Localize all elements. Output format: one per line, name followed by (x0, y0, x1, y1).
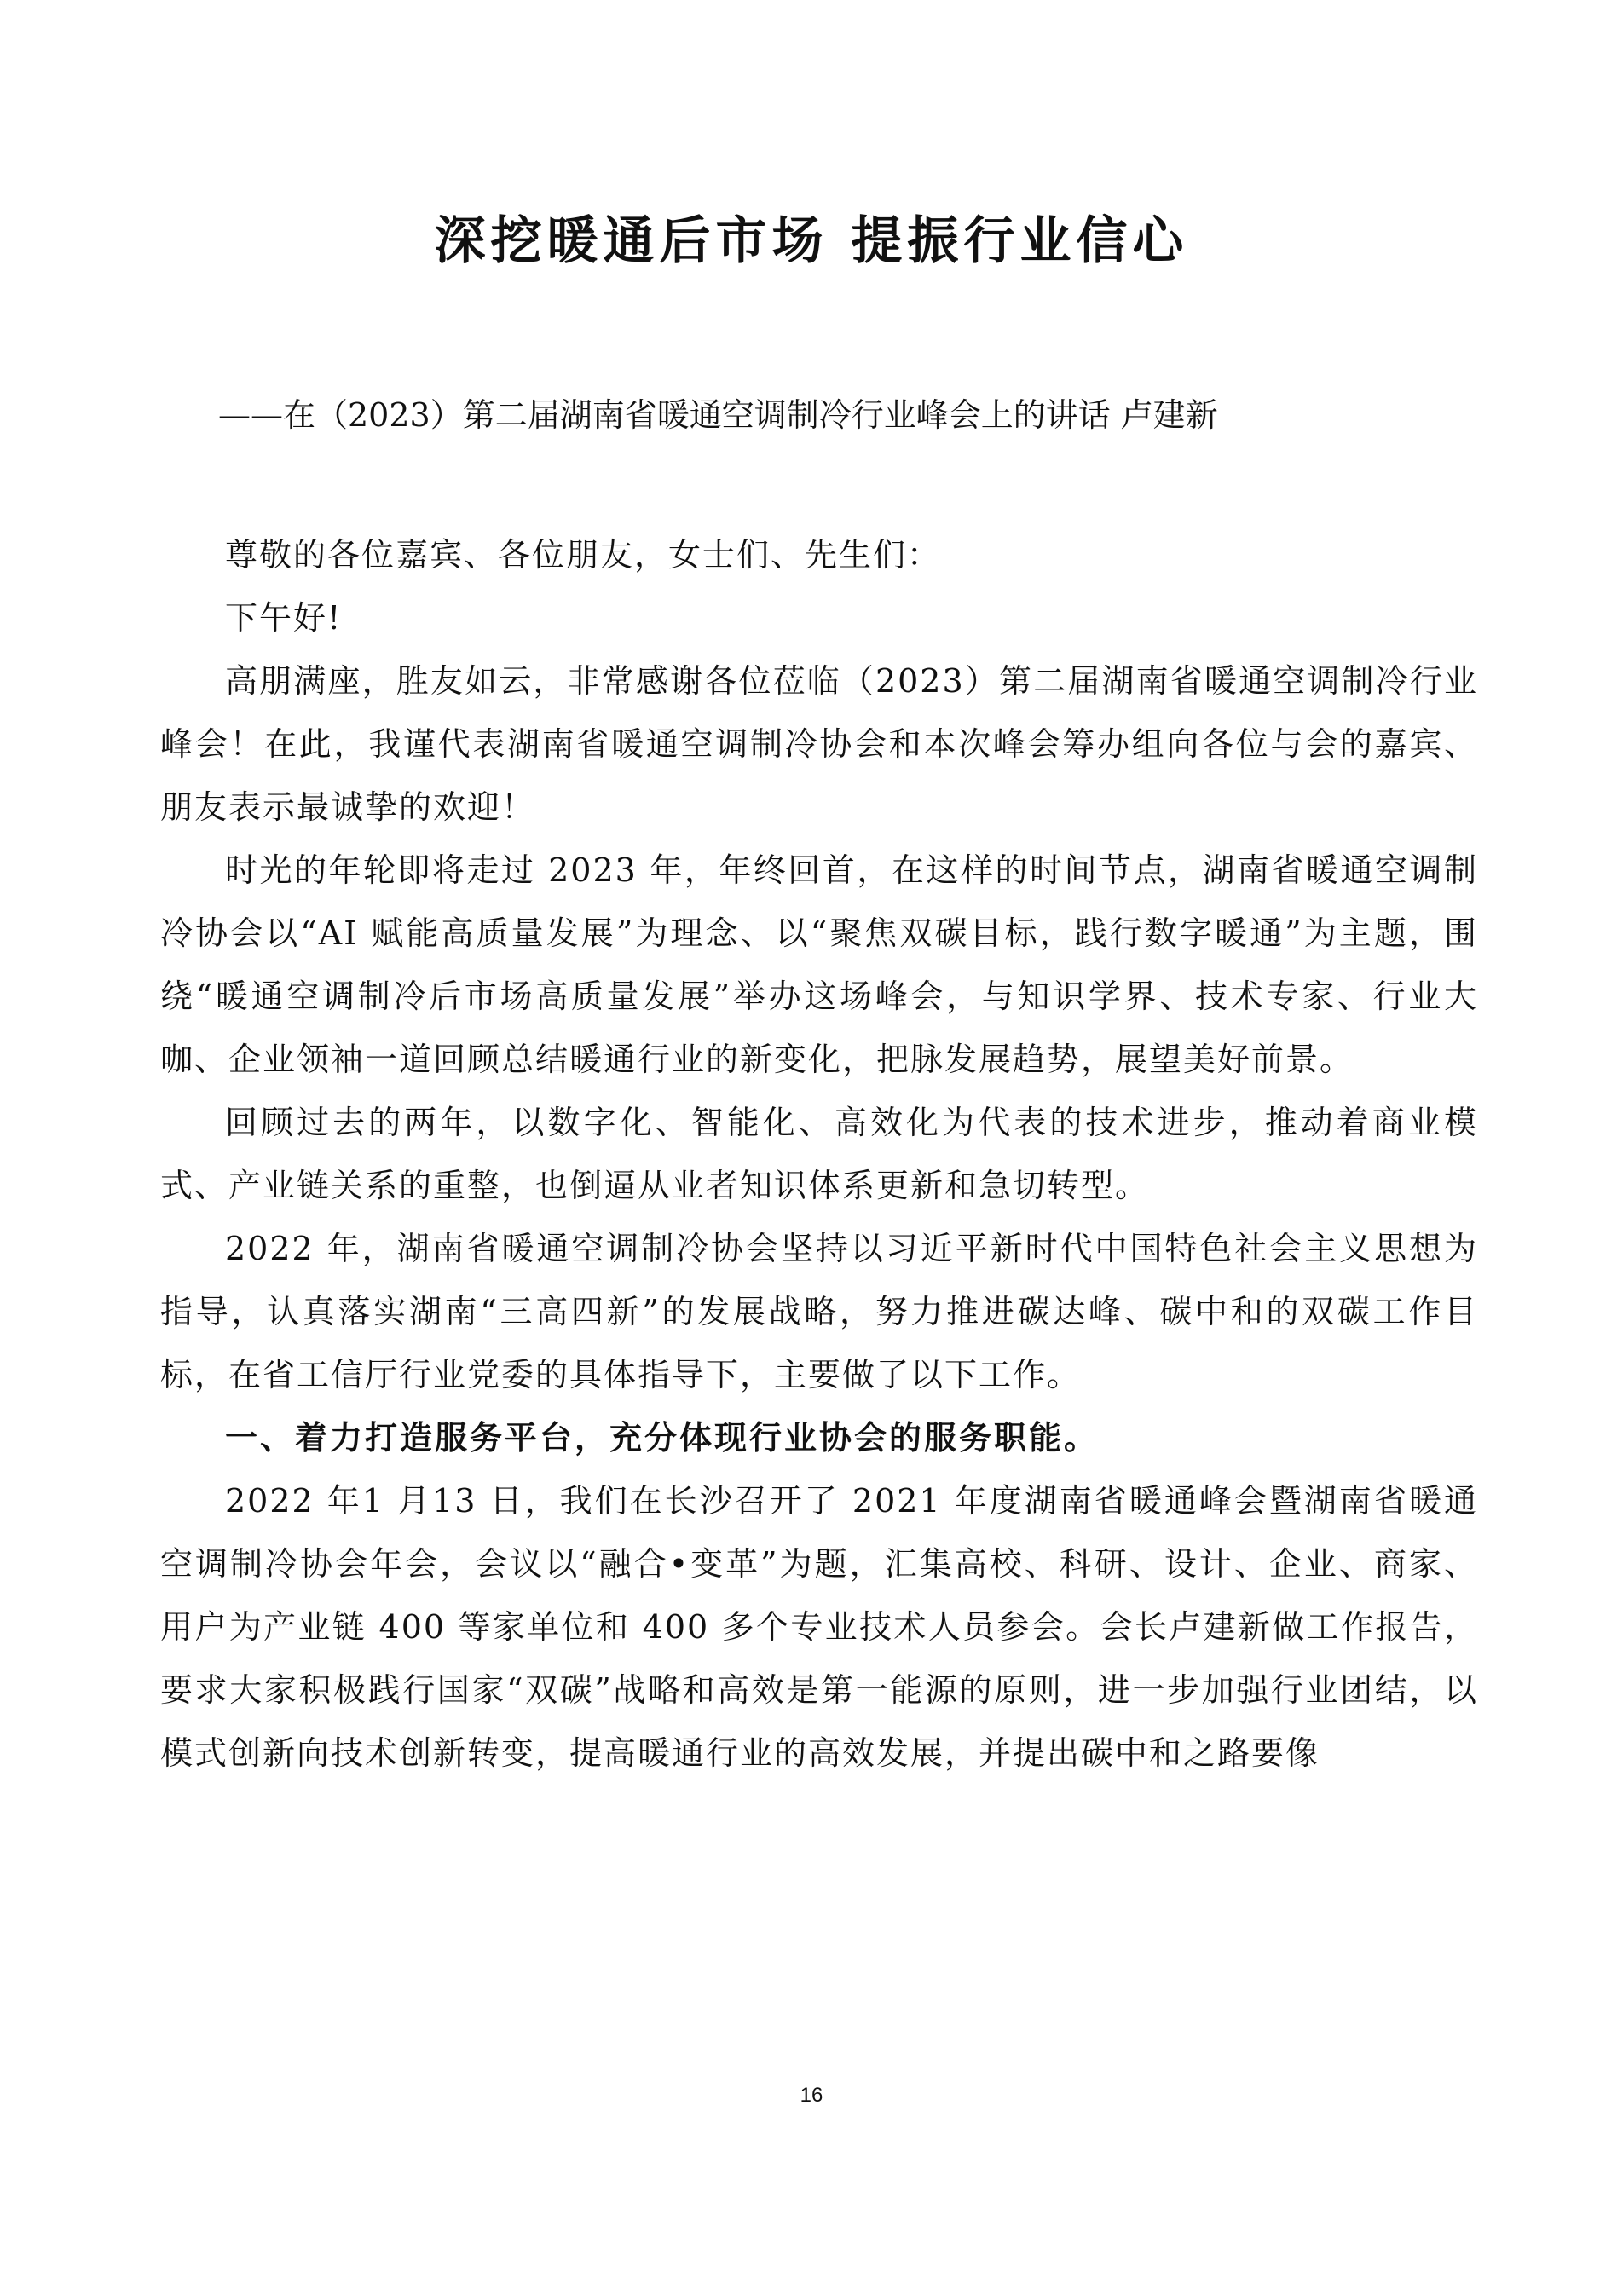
annual-meeting-paragraph: 2022 年1 月13 日，我们在长沙召开了 2021 年度湖南省暖通峰会暨湖南省暖通空调制冷协会年会，会议以“融合•变革”为题，汇集高校、科研、设计、企业、商家、用户为产业链 400 等家单位和 400 多个专业技术人员参会。会长卢建新做工作报告，要求大家积极践行国家“双碳”战略和高效是第一能源的原则，进一步加强行业团结，以模式创新向技术创新转变，提高暖通行业的高效发展，并提出碳中和之路要像 (160, 1482, 1478, 1772)
page-title: 深挖暖通后市场 提振行业信心 (434, 211, 1189, 271)
review-paragraph: 回顾过去的两年，以数字化、智能化、高效化为代表的技术进步，推动着商业模式、产业链关系的重整，也倒逼从业者知识体系更新和急切转型。 (160, 1104, 1478, 1204)
subtitle: ——在（2023）第二届湖南省暖通空调制冷行业峰会上的讲话 卢建新 (218, 396, 1218, 434)
greeting-paragraph: 下午好! (225, 599, 343, 637)
theme-paragraph: 时光的年轮即将走过 2023 年，年终回首，在这样的时间节点，湖南省暖通空调制冷协会以“AI 赋能高质量发展”为理念、以“聚焦双碳目标，践行数字暖通”为主题，围绕“暖通空调制冷后市场高质量发展”举办这场峰会，与知识学界、技术专家、行业大咖、企业领袖一道回顾总结暖通行业的新变化，把脉发展趋势，展望美好前景。 (160, 851, 1478, 1078)
welcome-paragraph: 高朋满座，胜友如云，非常感谢各位莅临（2023）第二届湖南省暖通空调制冷行业峰会！在此，我谨代表湖南省暖通空调制冷协会和本次峰会筹办组向各位与会的嘉宾、朋友表示最诚挚的欢迎！ (160, 662, 1478, 826)
work-summary-paragraph: 2022 年，湖南省暖通空调制冷协会坚持以习近平新时代中国特色社会主义思想为指导，认真落实湖南“三高四新”的发展战略，努力推进碳达峰、碳中和的双碳工作目标，在省工信厅行业党委的具体指导下，主要做了以下工作。 (160, 1230, 1478, 1393)
salutation-paragraph: 尊敬的各位嘉宾、各位朋友，女士们、先生们： (225, 536, 942, 574)
section-heading: 一、着力打造服务平台，充分体现行业协会的服务职能。 (225, 1419, 1100, 1457)
body-text (160, 523, 1478, 1785)
page-number: 16 (800, 2084, 823, 2107)
